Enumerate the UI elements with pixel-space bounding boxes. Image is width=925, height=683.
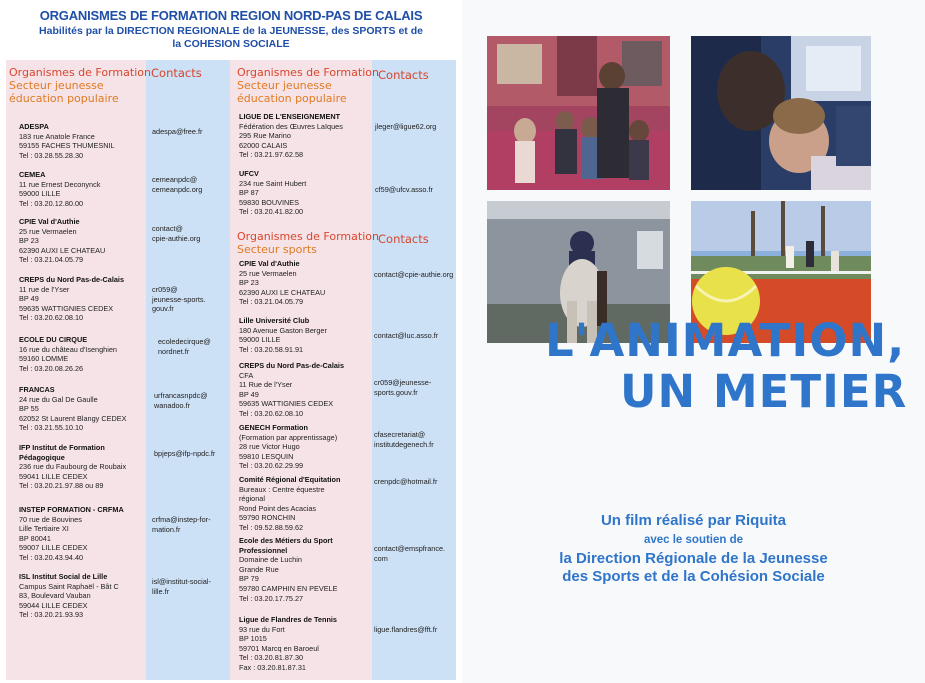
org-entry: [19, 443, 126, 491]
contact-line: cf59@ufcv.asso.fr: [375, 185, 433, 194]
org-line: 59635 WATTIGNIES CEDEX: [239, 399, 334, 409]
org-line: BP 55: [19, 404, 39, 414]
contact-line: cemeanpdc.org: [152, 184, 203, 194]
org-line: Tel : 03.28.55.28.30: [19, 150, 84, 160]
org-line: BP 79: [239, 574, 259, 584]
contact-email[interactable]: [374, 477, 437, 487]
org-line: 25 rue Vermaelen: [239, 268, 297, 278]
contact-line: ligue.flandres@fft.fr: [374, 625, 438, 634]
heading-secteur-label-2: éducation populaire: [237, 92, 347, 105]
contact-line: cpie-authie.org: [152, 233, 201, 243]
org-line: Rond Point des Acacias: [239, 503, 317, 513]
org-name: LIGUE DE L'ENSEIGNEMENT: [239, 112, 341, 121]
org-line: 11 rue de l'Yser: [19, 284, 70, 294]
contact-email[interactable]: [374, 270, 453, 280]
org-line: Fédération des Œuvres Laïques: [239, 121, 343, 131]
org-line: 11 Rue de l'Yser: [239, 380, 293, 390]
org-line: CFA: [239, 370, 254, 380]
org-line: 59780 CAMPHIN EN PEVELE: [239, 583, 338, 593]
photo-children-gym-image: [487, 36, 670, 190]
org-line: Tel : 09.52.88.59.62: [239, 522, 304, 532]
page-title: ORGANISMES DE FORMATION REGION NORD-PAS DE CALAIS: [39, 8, 423, 23]
org-entry: [19, 170, 100, 208]
contact-email[interactable]: [375, 185, 433, 195]
column-contacts-2-bg: [372, 60, 456, 680]
org-line: régional: [239, 494, 265, 504]
org-entry: [19, 335, 117, 373]
org-line: 83, Boulevard Vauban: [19, 591, 91, 601]
org-line: Tel : 03.20.62.08.10: [239, 408, 304, 418]
org-line: BP 49: [19, 294, 39, 304]
org-line: Tel : 03.20.21.97.88 ou 89: [19, 481, 104, 491]
org-entry: [239, 536, 338, 603]
contact-email[interactable]: [374, 430, 434, 449]
org-line: Tel : 03.20.41.82.00: [239, 207, 304, 217]
org-name: CPIE Val d'Authie: [239, 259, 300, 268]
org-line: 62000 CALAIS: [239, 140, 288, 150]
org-line: Tel : 03.20.58.91.91: [239, 344, 304, 354]
org-line: Fax : 03.20.81.87.31: [239, 662, 306, 672]
org-entry: [239, 361, 344, 419]
org-line: Campus Saint Raphaël - Bât C: [19, 581, 119, 591]
contact-email[interactable]: [374, 378, 431, 397]
org-line: 59635 WATTIGNIES CEDEX: [19, 303, 114, 313]
contact-line: isl@institut-social-: [152, 577, 211, 586]
org-name: CEMEA: [19, 170, 46, 179]
org-line: 59155 FACHES THUMESNIL: [19, 141, 115, 151]
page-subtitle: [6, 25, 456, 51]
org-line: 180 Avenue Gaston Berger: [239, 325, 327, 335]
contact-line: contact@cpie-authie.org: [374, 270, 454, 279]
org-name: CREPS du Nord Pas-de-Calais: [239, 361, 345, 370]
org-entry: [19, 217, 105, 265]
heading-secteur-label-2: éducation populaire: [9, 92, 119, 105]
org-line: 295 Rue Marino: [239, 131, 291, 141]
film-credit-line-3: la Direction Régionale de la Jeunesse: [559, 550, 828, 567]
contact-email[interactable]: [152, 515, 211, 534]
contact-email[interactable]: [154, 391, 208, 410]
contact-line: ecoledecirque@: [158, 337, 211, 346]
org-line: 59701 Marcq en Baroeul: [239, 643, 319, 653]
org-name: ADESPA: [19, 122, 49, 131]
contact-line: gouv.fr: [152, 304, 174, 314]
cover-title-line-2: UN METIER: [620, 365, 908, 418]
org-line: 59830 BOUVINES: [239, 197, 300, 207]
org-line: 24 rue du Gal De Gaulle: [19, 394, 98, 404]
org-line: Tel : 03.21.97.62.58: [239, 150, 304, 160]
contact-line: lille.fr: [152, 586, 170, 596]
contact-email[interactable]: [158, 337, 211, 356]
org-name: ECOLE DU CIRQUE: [19, 335, 88, 344]
org-line: Tel : 03.21.04.05.79: [19, 255, 84, 265]
contact-line: adespa@free.fr: [152, 127, 203, 136]
org-line: Tel : 03.20.62.08.10: [19, 313, 84, 323]
contact-line: cr059@: [152, 285, 178, 294]
heading-organismes-label: Organismes de Formation: [9, 66, 151, 79]
org-name: Lille Université Club: [239, 316, 310, 325]
contact-line: contact@emspfrance.: [374, 544, 446, 553]
org-line: 62390 AUXI LE CHATEAU: [239, 287, 326, 297]
contact-line: contact@luc.asso.fr: [374, 331, 439, 340]
org-line: BP 1015: [239, 634, 267, 644]
org-entry: [239, 259, 325, 307]
org-line: 16 rue du château d'Isenghien: [19, 344, 117, 354]
contact-line: cr059@jeunesse-: [374, 378, 432, 387]
photo-child-bus-image: [691, 36, 871, 190]
heading-organismes-label: Organismes de Formation: [237, 230, 379, 243]
contact-line: urfrancasnpdc@: [154, 391, 208, 400]
org-entry: [19, 122, 115, 160]
heading-secteur-sports-label: Secteur sports: [237, 243, 317, 256]
org-entry: [239, 112, 343, 160]
org-entry: [239, 615, 337, 673]
org-entry: [19, 505, 124, 563]
heading-organismes-jeunesse-1: [9, 66, 151, 105]
contact-line: mation.fr: [152, 524, 181, 534]
org-line: 59007 LILLE CEDEX: [19, 543, 88, 553]
contact-line: contact@: [152, 224, 183, 233]
org-entry: [239, 423, 337, 471]
contact-line: cfasecretariat@: [374, 430, 426, 439]
org-line: Domaine de Luchin: [239, 555, 302, 565]
org-line: 183 rue Anatole France: [19, 131, 95, 141]
contact-email[interactable]: [152, 175, 202, 194]
org-entry: [239, 475, 340, 533]
heading-contacts-3: Contacts: [378, 232, 429, 246]
org-name: CPIE Val d'Authie: [19, 217, 80, 226]
film-credit-line-4: des Sports et de la Cohésion Sociale: [562, 568, 825, 585]
contact-email[interactable]: [152, 224, 200, 243]
org-entry: [239, 169, 306, 217]
contact-line: crenpdc@hotmail.fr: [374, 477, 438, 486]
contact-email[interactable]: [152, 285, 206, 314]
org-line: 234 rue Saint Hubert: [239, 178, 307, 188]
contact-line: wanadoo.fr: [154, 400, 191, 410]
org-line: Tel : 03.21.55.10.10: [19, 423, 84, 433]
heading-secteur-label: Secteur jeunesse: [237, 79, 332, 92]
heading-secteur-label: Secteur jeunesse: [9, 79, 104, 92]
org-name: CREPS du Nord Pas-de-Calais: [19, 275, 125, 284]
contact-line: sports.gouv.fr: [374, 387, 418, 397]
org-line: Tel : 03.20.21.93.93: [19, 610, 84, 620]
contact-line: institutdegenech.fr: [374, 439, 434, 449]
org-line: 59790 RONCHIN: [239, 513, 296, 523]
org-line: BP 87: [239, 188, 259, 198]
film-credit-line-2: avec le soutien de: [643, 534, 744, 546]
org-line: 59000 LILLE: [19, 189, 61, 199]
org-name: ISL Institut Social de Lille: [19, 572, 108, 581]
org-entry: [19, 385, 127, 433]
heading-organismes-jeunesse-2: [237, 66, 379, 105]
contact-email[interactable]: [374, 544, 445, 563]
contact-email[interactable]: [374, 331, 438, 341]
contact-line: bpjeps@ifp-npdc.fr: [154, 449, 216, 458]
org-line: 59160 LOMME: [19, 354, 69, 364]
subtitle-line-2: la COHESION SOCIALE: [172, 38, 290, 50]
org-line: Tel : 03.21.04.05.79: [239, 297, 304, 307]
org-name-cont: Pédagogique: [19, 452, 65, 462]
org-entry: [19, 275, 124, 323]
contact-line: jeunesse-sports.: [152, 294, 206, 304]
contact-email[interactable]: [154, 449, 215, 459]
photo-children-gym: [487, 36, 670, 190]
contact-line: crfma@instep-for-: [152, 515, 211, 524]
org-line: 25 rue Vermaelen: [19, 226, 77, 236]
org-line: 59810 LESQUIN: [239, 451, 294, 461]
org-line: 236 rue du Faubourg de Roubaix: [19, 462, 127, 472]
org-line: 70 rue de Bouvines: [19, 514, 82, 524]
contact-email[interactable]: [374, 625, 437, 635]
contact-email[interactable]: [375, 122, 436, 132]
org-line: 62052 St Laurent Blangy CEDEX: [19, 413, 127, 423]
org-line: Grande Rue: [239, 564, 279, 574]
org-line: 59041 LILLE CEDEX: [19, 471, 88, 481]
contact-line: com: [374, 553, 388, 563]
contact-line: cemeanpdc@: [152, 175, 198, 184]
heading-organismes-sports: [237, 230, 379, 256]
contact-line: jleger@ligue62.org: [375, 122, 437, 131]
org-line: Lille Tertiaire XI: [19, 524, 69, 534]
org-line: Tel : 03.20.62.29.99: [239, 461, 304, 471]
org-line: BP 23: [19, 236, 39, 246]
org-line: BP 49: [239, 389, 259, 399]
org-line: 59044 LILLE CEDEX: [19, 600, 88, 610]
contact-email[interactable]: [152, 577, 211, 596]
film-credit-line-1: Un film réalisé par Riquita: [600, 512, 787, 529]
org-name: Ecole des Métiers du Sport: [239, 536, 333, 545]
photo-child-bus: [691, 36, 871, 190]
org-line: 11 rue Ernest Deconynck: [19, 179, 101, 189]
contact-line: nordnet.fr: [158, 346, 190, 356]
org-line: Tel : 03.20.12.80.00: [19, 198, 84, 208]
org-line: Tel : 03.20.17.75.27: [239, 593, 304, 603]
org-line: 62390 AUXI LE CHATEAU: [19, 245, 106, 255]
heading-organismes-label: Organismes de Formation: [237, 66, 379, 79]
org-name: GENECH Formation: [239, 423, 308, 432]
heading-contacts-1: Contacts: [151, 66, 202, 80]
org-line: BP 80041: [19, 533, 51, 543]
org-name: IFP Institut de Formation: [19, 443, 105, 452]
heading-contacts-2: Contacts: [378, 68, 429, 82]
org-line: (Formation par apprentissage): [239, 432, 338, 442]
org-name: FRANCAS: [19, 385, 55, 394]
org-line: Tel : 03.20.81.87.30: [239, 653, 304, 663]
org-name: INSTEP FORMATION - CRFMA: [19, 505, 124, 514]
org-name: Comité Régional d'Equitation: [239, 475, 341, 484]
contact-email[interactable]: [152, 127, 202, 137]
org-name: UFCV: [239, 169, 259, 178]
subtitle-line-1: Habilités par la DIRECTION REGIONALE de la JEUNESSE, des SPORTS et de: [39, 25, 423, 37]
org-line: BP 23: [239, 278, 259, 288]
org-line: 93 rue du Fort: [239, 624, 285, 634]
org-line: 59000 LILLE: [239, 335, 281, 345]
org-line: Tel : 03.20.08.26.26: [19, 363, 84, 373]
left-panel: [0, 0, 462, 683]
org-line: Tel : 03.20.43.94.40: [19, 552, 84, 562]
org-name-cont: Professionnel: [239, 545, 288, 555]
org-entry: [19, 572, 119, 620]
org-entry: [239, 316, 327, 354]
org-line: Bureaux : Centre équestre: [239, 484, 325, 494]
org-line: 28 rue Victor Hugo: [239, 442, 300, 452]
cover-title-line-1: L'ANIMATION,: [545, 314, 906, 367]
org-name: Ligue de Flandres de Tennis: [239, 615, 337, 624]
